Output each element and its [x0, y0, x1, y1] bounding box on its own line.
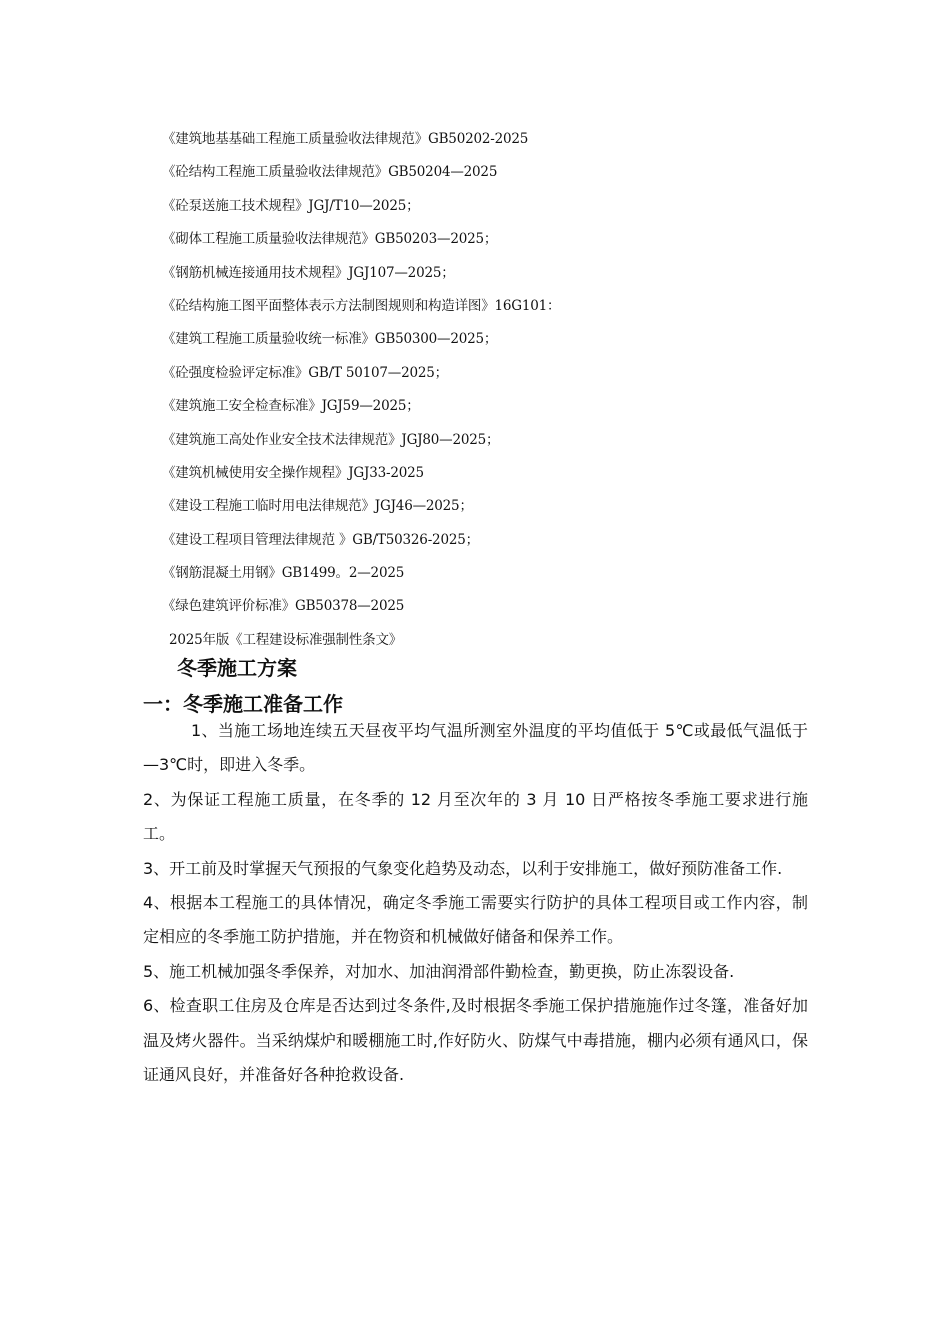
section-heading: 一：冬季施工准备工作	[143, 692, 343, 716]
reference-item: 《建筑地基基础工程施工质量验收法律规范》GB50202-2025	[162, 131, 529, 147]
paragraph: 2、为保证工程施工质量，在冬季的 12 月至次年的 3 月 10 日严格按冬季施工要求进行施工。	[143, 789, 808, 844]
reference-item: 《建设工程项目管理法律规范 》GB/T50326-2025；	[162, 531, 479, 548]
paragraph: 6、检查职工住房及仓库是否达到过冬条件,及时根据冬季施工保护措施施作过冬篷，准备好加温及烤火器件。当采纳煤炉和暖棚施工时,作好防火、防煤气中毒措施，棚内必须有通风口，保证通风良好，并准备好各种抢救设备.	[143, 996, 808, 1085]
reference-item: 《砼结构施工图平面整体表示方法制图规则和构造详图》16G101：	[162, 297, 561, 314]
reference-item: 《绿色建筑评价标准》GB50378—2025	[162, 598, 405, 615]
paragraph: 5、施工机械加强冬季保养，对加水、加油润滑部件勤检查，勤更换，防止冻裂设备.	[143, 961, 735, 981]
reference-standards-list	[162, 123, 862, 657]
reference-item: 《砌体工程施工质量验收法律规范》GB50203—2025；	[162, 231, 498, 248]
reference-item: 《建筑施工安全检查标准》JGJ59—2025；	[162, 398, 420, 415]
reference-item: 《建筑机械使用安全操作规程》JGJ33-2025	[162, 464, 424, 481]
reference-item: 《钢筋混凝土用钢》GB1499。2—2025	[162, 565, 405, 582]
reference-item: 《砼泵送施工技术规程》JGJ/T10—2025；	[162, 197, 420, 214]
reference-item: 《建筑工程施工质量验收统一标准》GB50300—2025；	[162, 331, 498, 348]
paragraph: 3、开工前及时掌握天气预报的气象变化趋势及动态，以利于安排施工，做好预防准备工作.	[143, 858, 783, 878]
paragraph: 4、根据本工程施工的具体情况，确定冬季施工需要实行防护的具体工程项目或工作内容，制定相应的冬季施工防护措施，并在物资和机械做好储备和保养工作。	[143, 893, 808, 947]
reference-item: 《建筑施工高处作业安全技术法律规范》JGJ80—2025；	[162, 431, 500, 448]
reference-item: 《砼结构工程施工质量验收法律规范》GB50204—2025	[162, 164, 498, 181]
document-title: 冬季施工方案	[177, 656, 297, 680]
reference-item: 《建设工程施工临时用电法律规范》JGJ46—2025；	[162, 498, 473, 515]
paragraph: 1、当施工场地连续五天昼夜平均气温所测室外温度的平均值低于 5℃或最低气温低于—3℃时，即进入冬季。	[143, 721, 808, 775]
section-body	[143, 714, 808, 1092]
reference-item: 2025年版《工程建设标准强制性条文》	[169, 631, 403, 648]
reference-item: 《砼强度检验评定标准》GB/T 50107—2025；	[162, 364, 448, 381]
reference-item: 《钢筋机械连接通用技术规程》JGJ107—2025；	[162, 264, 455, 281]
